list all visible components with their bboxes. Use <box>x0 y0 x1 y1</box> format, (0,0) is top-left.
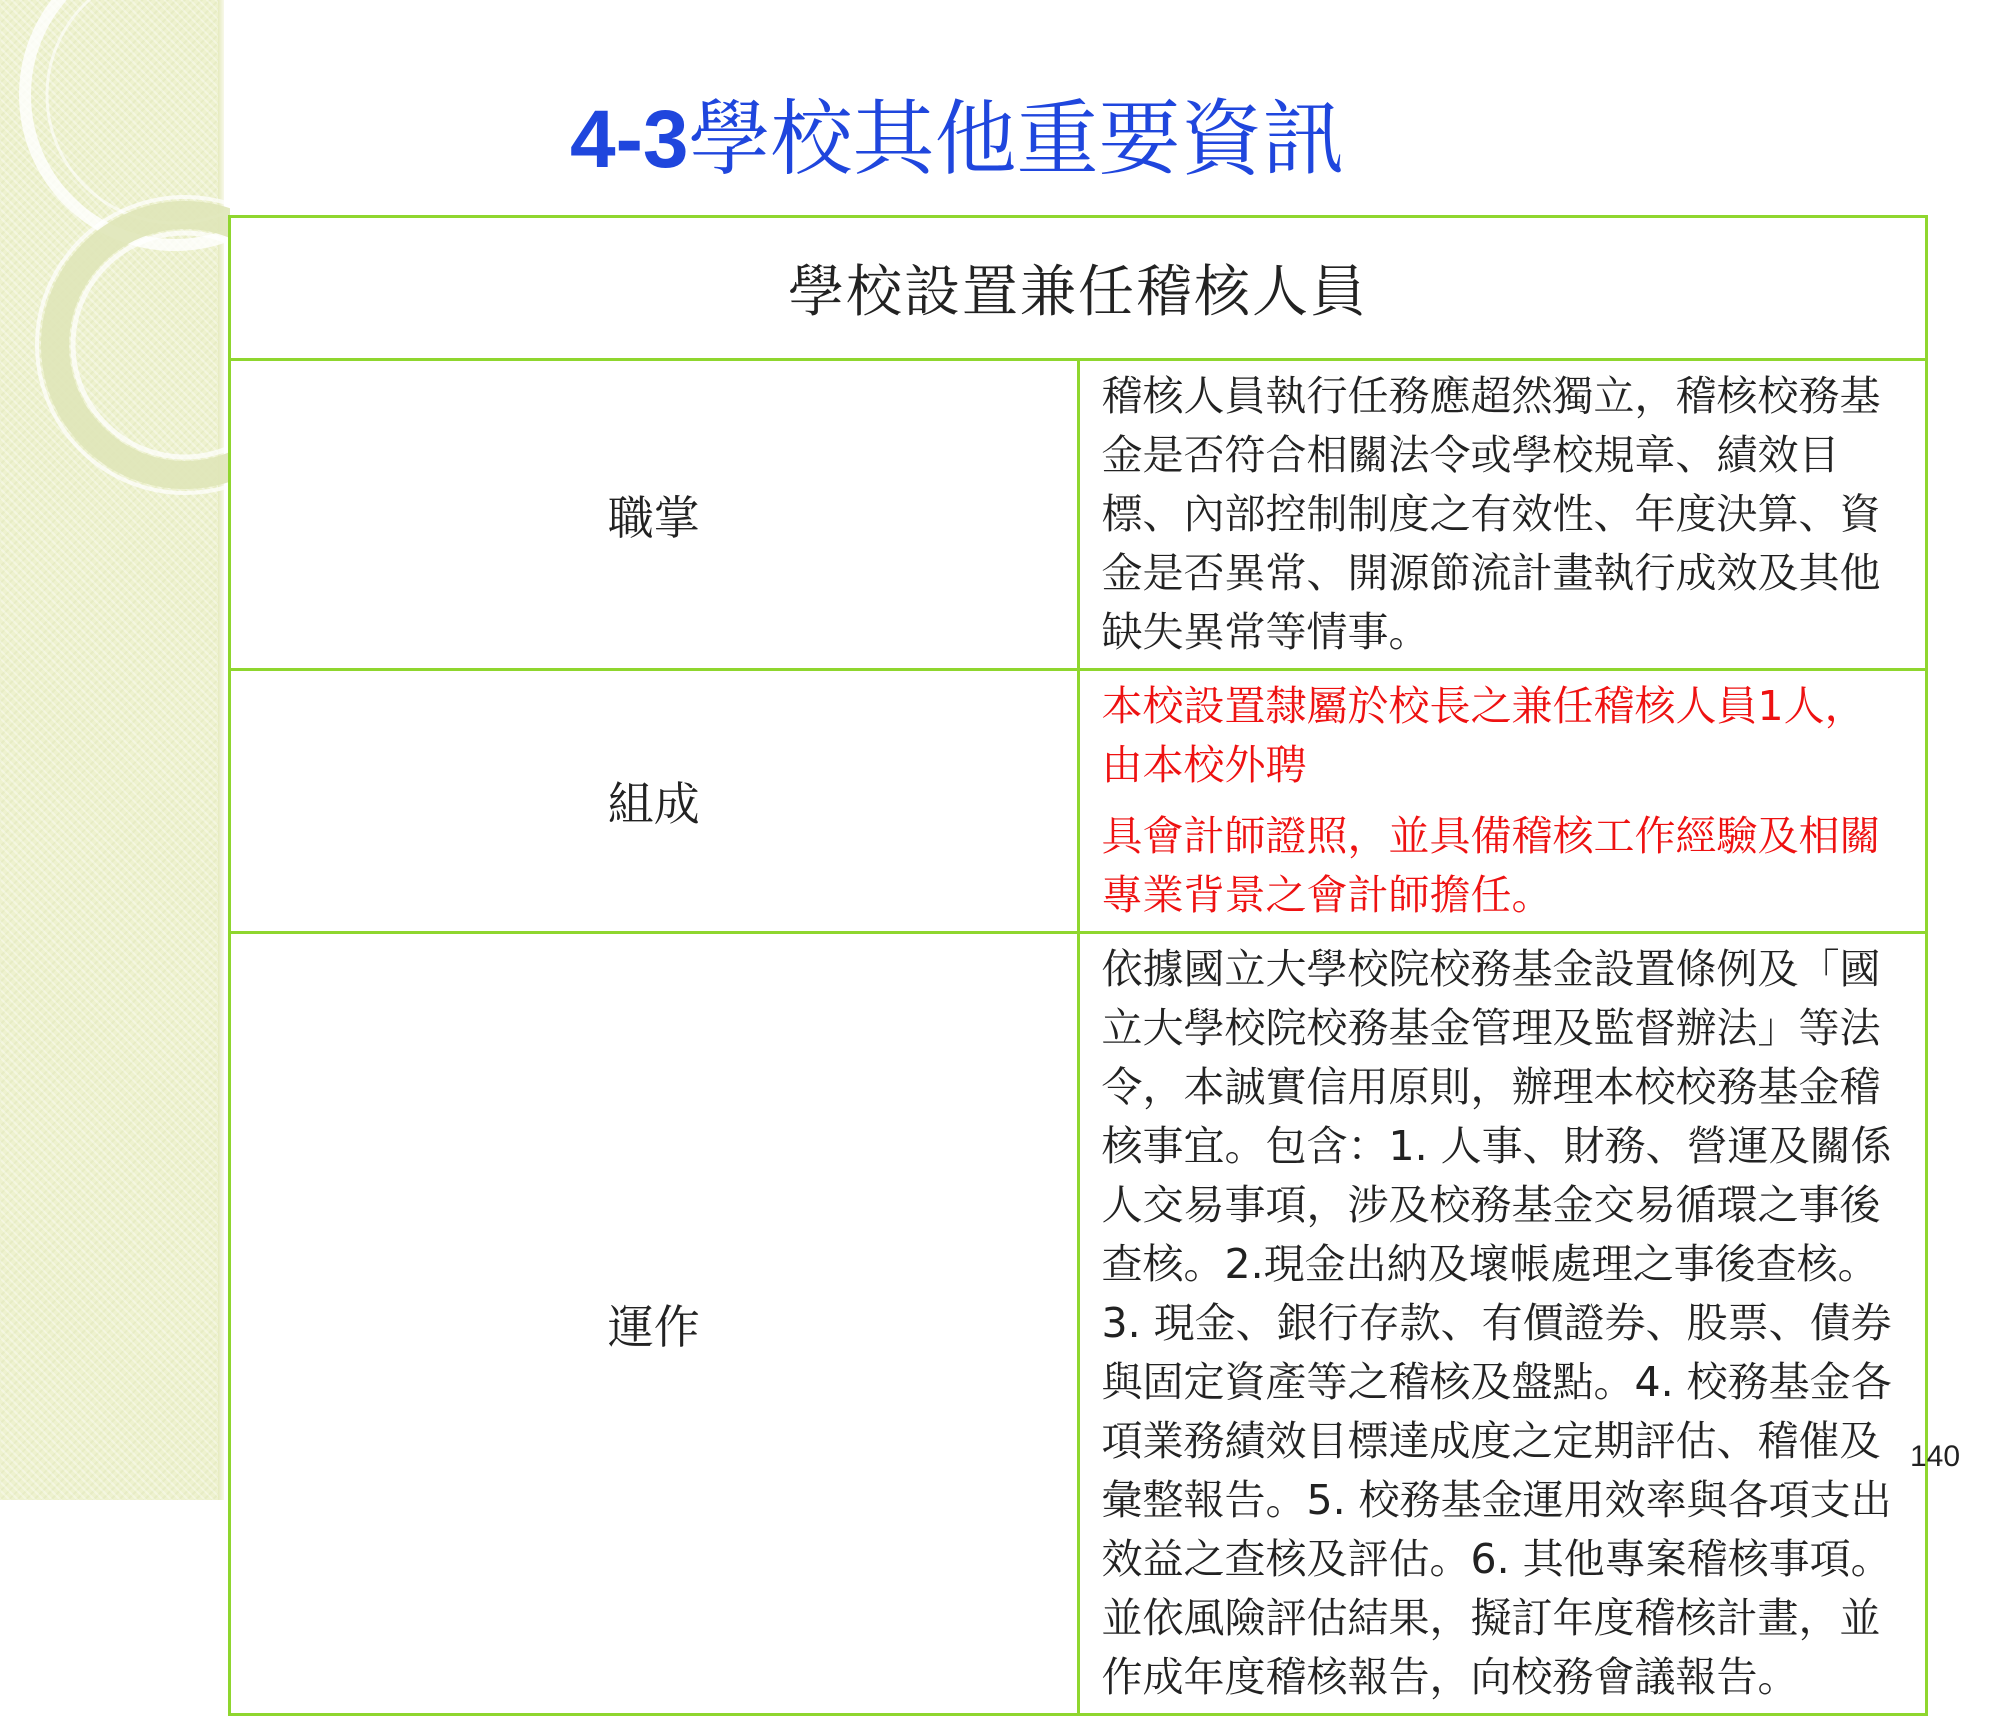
table-row <box>230 360 1927 670</box>
slide-title <box>570 90 1345 190</box>
row-label-composition: 組成 <box>230 670 1079 933</box>
table-header-row <box>230 217 1927 360</box>
auditor-info-table <box>228 215 1928 1716</box>
row-label-duties: 職掌 <box>230 360 1079 670</box>
title-text: 學校其他重要資訊 <box>688 94 1345 185</box>
row-content-operation: 依據國立大學校院校務基金設置條例及「國立大學校院校務基金管理及監督辦法」等法令，本誠實信用原則，辦理本校校務基金稽核事宜。包含：1. 人事、財務、營運及關係人交易事項，涉及校務基金交易循環之事後查核。2.現金出納及壞帳處理之事後查核。3. 現金、銀行存款、有價證券、股票、債券與固定資產等之稽核及盤點。4. 校務基金各項業務績效目標達成度之定期評估、稽催及彙整報告。5. 校務基金運用效率與各項支出效益之查核及評估。6. 其他專案稽核事項。並依風險評估結果，擬訂年度稽核計畫，並作成年度稽核報告，向校務會議報告。 <box>1078 933 1927 1715</box>
composition-line-2: 具會計師證照，並具備稽核工作經驗及相關專業背景之會計師擔任。 <box>1101 812 1881 919</box>
page-number: 140 <box>1910 1440 1961 1473</box>
row-content-composition <box>1078 670 1927 933</box>
decorative-rings <box>0 0 230 520</box>
title-number: 4-3 <box>570 94 689 185</box>
table-row <box>230 933 1927 1715</box>
row-label-operation: 運作 <box>230 933 1079 1715</box>
composition-line-1: 本校設置隸屬於校長之兼任稽核人員1人，由本校外聘 <box>1101 682 1866 789</box>
row-content-duties: 稽核人員執行任務應超然獨立，稽核校務基金是否符合相關法令或學校規章、績效目標、內部控制制度之有效性、年度決算、資金是否異常、開源節流計畫執行成效及其他缺失異常等情事。 <box>1078 360 1927 670</box>
table-row <box>230 670 1927 933</box>
table-heading: 學校設置兼任稽核人員 <box>230 217 1927 360</box>
